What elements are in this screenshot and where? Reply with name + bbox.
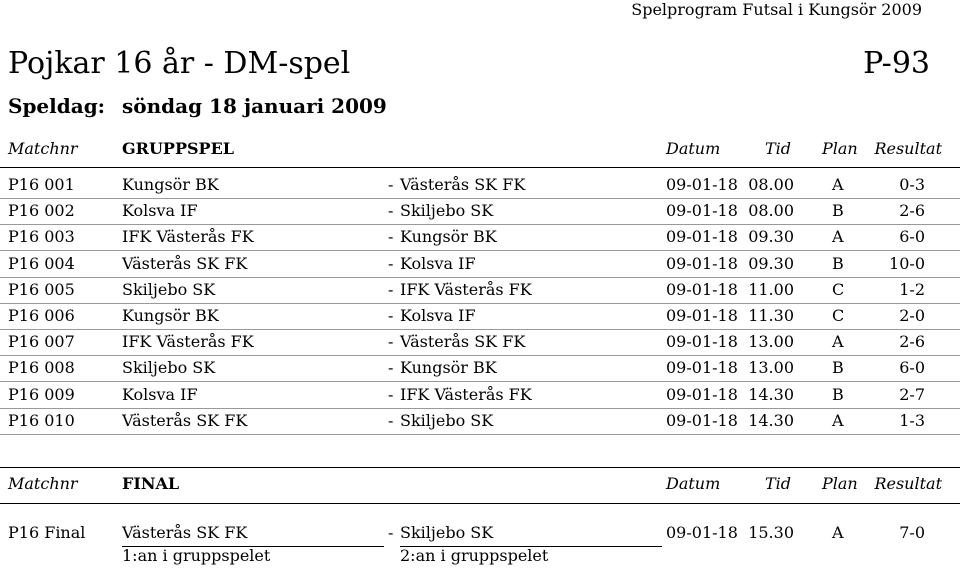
table-row [0, 411, 960, 435]
row-divider [0, 381, 960, 382]
match-plan: A [832, 227, 844, 246]
match-date: 09-01-18 [666, 306, 738, 325]
match-result: 1-3 [899, 411, 925, 430]
match-plan: A [832, 332, 844, 351]
match-nr: P16 009 [8, 385, 75, 404]
away-team: Västerås SK FK [400, 175, 526, 194]
match-result: 6-0 [899, 227, 925, 246]
row-divider [0, 250, 960, 251]
vs-dash: - [388, 523, 394, 542]
row-divider [0, 303, 960, 304]
home-team: Kolsva IF [122, 385, 198, 404]
match-plan: B [832, 358, 844, 377]
vs-dash: - [388, 175, 394, 194]
table-row [0, 201, 960, 225]
match-date: 09-01-18 [666, 385, 738, 404]
match-plan: B [832, 254, 844, 273]
col-datum: Datum [666, 474, 721, 493]
match-plan: A [832, 523, 844, 542]
vs-dash: - [388, 201, 394, 220]
row-divider [0, 329, 960, 330]
match-time: 08.00 [748, 175, 794, 194]
home-team: Kungsör BK [122, 175, 219, 194]
match-date: 09-01-18 [666, 280, 738, 299]
match-nr: P16 010 [8, 411, 75, 430]
away-team: Kungsör BK [400, 227, 497, 246]
row-divider [0, 434, 960, 435]
away-team: Skiljebo SK [400, 201, 494, 220]
match-result: 6-0 [899, 358, 925, 377]
match-plan: A [832, 175, 844, 194]
vs-dash: - [388, 306, 394, 325]
match-result: 1-2 [899, 280, 925, 299]
col-plan: Plan [822, 139, 858, 158]
vs-dash: - [388, 411, 394, 430]
divider [0, 503, 960, 504]
home-team: IFK Västerås FK [122, 227, 254, 246]
match-plan: B [832, 201, 844, 220]
match-result: 2-7 [899, 385, 925, 404]
match-date: 09-01-18 [666, 523, 738, 542]
match-date: 09-01-18 [666, 201, 738, 220]
match-time: 14.30 [748, 385, 794, 404]
match-plan: C [832, 306, 845, 325]
section-title-gruppspel: GRUPPSPEL [122, 139, 235, 158]
section-title-final: FINAL [122, 474, 180, 493]
away-team: Kolsva IF [400, 306, 476, 325]
match-nr: P16 003 [8, 227, 75, 246]
row-divider [0, 355, 960, 356]
away-team: IFK Västerås FK [400, 280, 532, 299]
divider [0, 467, 960, 468]
match-date: 09-01-18 [666, 358, 738, 377]
match-time: 14.30 [748, 411, 794, 430]
speldag-value: söndag 18 januari 2009 [122, 94, 387, 118]
home-note: 1:an i gruppspelet [122, 546, 271, 565]
table-row [0, 175, 960, 199]
match-time: 09.30 [748, 227, 794, 246]
match-time: 08.00 [748, 201, 794, 220]
match-plan: B [832, 385, 844, 404]
col-datum: Datum [666, 139, 721, 158]
table-row [0, 254, 960, 278]
match-time: 15.30 [748, 523, 794, 542]
match-date: 09-01-18 [666, 254, 738, 273]
row-divider [0, 277, 960, 278]
table-row [0, 332, 960, 356]
match-result: 10-0 [889, 254, 925, 273]
match-nr: P16 004 [8, 254, 75, 273]
match-result: 7-0 [899, 523, 925, 542]
match-time: 11.00 [748, 280, 794, 299]
vs-dash: - [388, 385, 394, 404]
vs-dash: - [388, 358, 394, 377]
match-nr: P16 005 [8, 280, 75, 299]
match-time: 13.00 [748, 332, 794, 351]
away-team: Skiljebo SK [400, 523, 494, 542]
home-team: Västerås SK FK [122, 254, 248, 273]
vs-dash: - [388, 254, 394, 273]
class-code: P-93 [863, 46, 930, 81]
match-date: 09-01-18 [666, 411, 738, 430]
match-time: 09.30 [748, 254, 794, 273]
match-time: 11.30 [748, 306, 794, 325]
vs-dash: - [388, 227, 394, 246]
vs-dash: - [388, 280, 394, 299]
divider [0, 167, 960, 168]
match-date: 09-01-18 [666, 332, 738, 351]
table-row [0, 280, 960, 304]
final-notes-row [0, 546, 960, 570]
row-divider [0, 408, 960, 409]
match-plan: C [832, 280, 845, 299]
document-header: Spelprogram Futsal i Kungsör 2009 [631, 0, 922, 19]
match-nr: P16 Final [8, 523, 86, 542]
home-team: Skiljebo SK [122, 280, 216, 299]
match-result: 2-6 [899, 332, 925, 351]
col-matchnr: Matchnr [8, 474, 78, 493]
col-tid: Tid [765, 474, 792, 493]
match-nr: P16 008 [8, 358, 75, 377]
table-row [0, 306, 960, 330]
table-row [0, 358, 960, 382]
col-resultat: Resultat [874, 139, 942, 158]
col-resultat: Resultat [874, 474, 942, 493]
away-team: Skiljebo SK [400, 411, 494, 430]
match-nr: P16 002 [8, 201, 75, 220]
final-header-row [0, 474, 960, 500]
match-nr: P16 001 [8, 175, 75, 194]
speldag-label: Speldag: [8, 94, 106, 118]
away-team: Kungsör BK [400, 358, 497, 377]
match-nr: P16 006 [8, 306, 75, 325]
match-result: 2-6 [899, 201, 925, 220]
final-match-row [0, 523, 960, 547]
match-plan: A [832, 411, 844, 430]
match-date: 09-01-18 [666, 175, 738, 194]
col-tid: Tid [765, 139, 792, 158]
home-team: Skiljebo SK [122, 358, 216, 377]
vs-dash: - [388, 332, 394, 351]
match-result: 0-3 [899, 175, 925, 194]
match-time: 13.00 [748, 358, 794, 377]
away-team: Kolsva IF [400, 254, 476, 273]
away-team: Västerås SK FK [400, 332, 526, 351]
home-team: Västerås SK FK [122, 411, 248, 430]
home-team: Kungsör BK [122, 306, 219, 325]
away-note: 2:an i gruppspelet [400, 546, 549, 565]
group-header-row [0, 139, 960, 165]
match-nr: P16 007 [8, 332, 75, 351]
col-matchnr: Matchnr [8, 139, 78, 158]
home-team: Västerås SK FK [122, 523, 248, 542]
match-result: 2-0 [899, 306, 925, 325]
home-team: Kolsva IF [122, 201, 198, 220]
table-row [0, 385, 960, 409]
page-title: Pojkar 16 år - DM-spel [8, 46, 351, 81]
home-team: IFK Västerås FK [122, 332, 254, 351]
col-plan: Plan [822, 474, 858, 493]
table-row [0, 227, 960, 251]
row-divider [0, 224, 960, 225]
match-date: 09-01-18 [666, 227, 738, 246]
row-divider [0, 198, 960, 199]
away-team: IFK Västerås FK [400, 385, 532, 404]
